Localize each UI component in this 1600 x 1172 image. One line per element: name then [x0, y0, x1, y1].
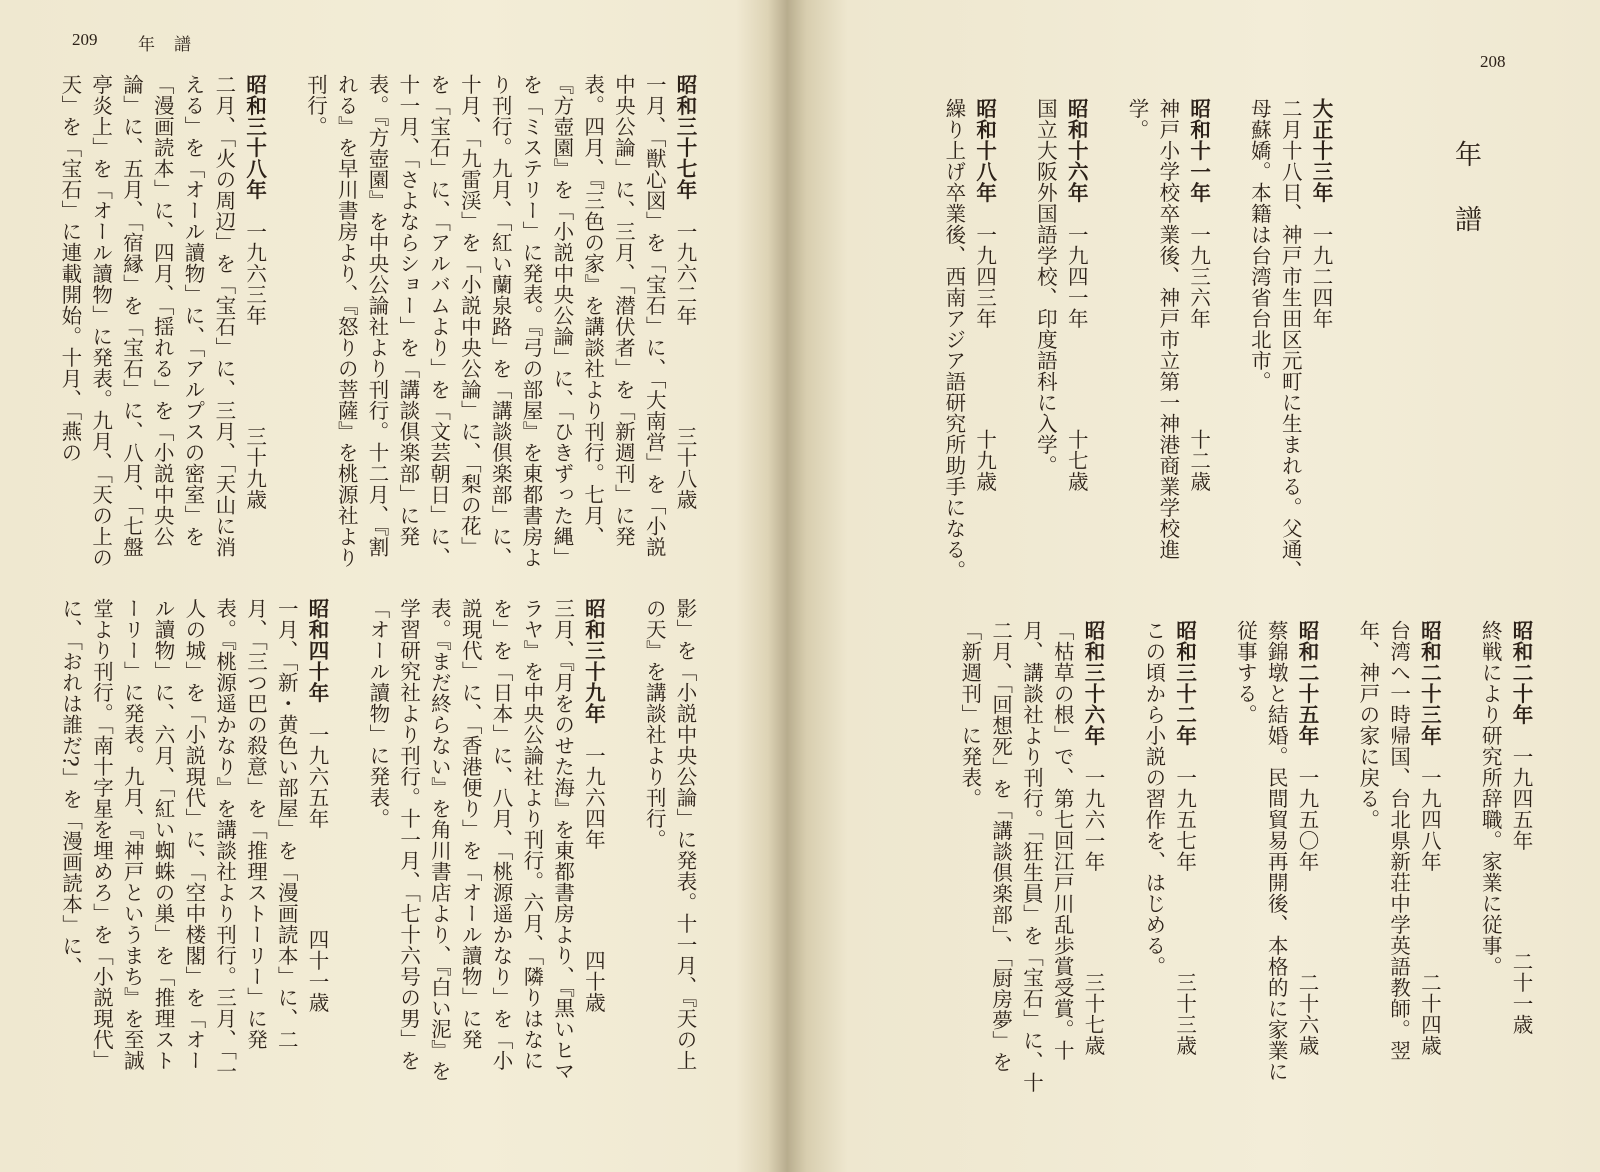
entry-heading: 昭和二十五年 一九五〇年二十六歳 [1295, 620, 1320, 1056]
entry-text: 終戦により研究所辞職。家業に従事。 [1478, 620, 1503, 977]
entry-heading: 昭和十一年 一九三六年十二歳 [1186, 98, 1211, 492]
entry-text: 蔡錦墩と結婚。民間貿易再開後、本格的に家業に従事する。 [1233, 620, 1289, 1082]
running-head: 年 譜 [138, 35, 192, 55]
entry-text: 二月十八日、神戸市生田区元町に生まれる。父通、母蘇嬌。本籍は台湾省台北市。 [1247, 98, 1303, 581]
entry-text: 一月、「獣心図」を「宝石」に、「大南営」を「小説中央公論」に、三月、「潜伏者」を「新週刊」に発表。四月、『三色の家』を講談社より刊行。七月、『方壺園』を「小説中央公論」に、「ひきずった縄」を「ミステリー」に発表。『弓の部屋』を東都書房より刊行。九月、「紅い蘭泉路」を「講談倶楽部」に、十月、「九雷渓」を「小説中央公論」に、「梨の花」を「宝石」に、「アルバムより」を「文芸朝日」に、十一月、「さよならショー」を「講談倶楽部」に発表。『方壺園』を中央公論社より刊行。十二月、『割れる』を早川書房より、『怒りの菩薩』を桃源社より刊行。 [303, 74, 667, 568]
entry-text: 二月、「火の周辺」を「宝石」に、三月、「天山に消える」を「オール讀物」に、「アルプスの密室」を「漫画読本」に、四月、「揺れる」を「小説中央公論」に、五月、「宿縁」を「宝石」に、八月、「七盤亭炎上」を「オール讀物」に発表。九月、「天の上の天」を「宝石」に連載開始。十月、「燕の [57, 74, 236, 568]
top-block [40, 74, 700, 574]
entry-text: 一月、「新・黄色い部屋」を「漫画読本」に、二月、「三つ巴の殺意」を「推理ストーリー」に発表。『桃源遥かなり』を講談社より刊行。三月、「一人の城」を「小説現代」に、「空中楼閣」を「オール讀物」に、六月、「紅い蜘蛛の巣」を「推理ストーリー」に発表。九月、『神戸というまち』を至誠堂より刊行。「南十字星を埋めろ」を「小説現代」に、「おれは誰だ?」を「漫画読本」に、 [58, 598, 299, 1082]
entry-heading: 昭和三十六年 一九六一年三十七歳 [1081, 620, 1106, 1056]
entry-heading: 昭和四十年 一九六五年四十一歳 [305, 598, 330, 1013]
entry-text: 影」を「小説中央公論」に発表。十一月、『天の上の天』を講談社より刊行。 [642, 598, 697, 1071]
entry-text: 台湾へ一時帰国、台北県新荘中学英語教師。翌年、神戸の家に戻る。 [1355, 620, 1411, 1061]
entry-text: 国立大阪外国語学校、印度語科に入学。 [1033, 98, 1058, 476]
page-number: 209 [72, 30, 98, 49]
right-page [796, 0, 1600, 1172]
entry-heading: 大正十三年 一九二四年 [1309, 98, 1333, 329]
entry-heading: 昭和十六年 一九四一年十七歳 [1064, 98, 1089, 492]
entry-heading: 昭和三十七年 一九六二年三十八歳 [673, 74, 697, 510]
bottom-block [936, 620, 1536, 1100]
bottom-block [40, 598, 700, 1088]
entry-text: 三月、『月をのせた海』を東都書房より、『黒いヒマラヤ』を中央公論社より刊行。六月、「隣りはなにを」を「日本」に、八月、「桃源遥かなり」を「小説現代」に、「香港便り」を「オール讀物」に発表。『まだ終らない』を角川書店より、『白い泥』を学習研究社より刊行。十一月、「七十六号の男」を「オール讀物」に発表。 [365, 598, 575, 1082]
entry-text: 繰り上げ卒業後、西南アジア語研究所助手になる。 [941, 98, 966, 581]
entry-text: 神戸小学校卒業後、神戸市立第一神港商業学校進学。 [1125, 98, 1180, 560]
entry-heading: 昭和三十九年 一九六四年四十歳 [581, 598, 606, 1013]
page-title: 年譜 [1450, 140, 1481, 270]
page-number: 208 [1480, 52, 1506, 71]
entry-heading: 昭和十八年 一九四三年十九歳 [972, 98, 997, 492]
entry-text: この頃から小説の習作を、はじめる。 [1141, 620, 1166, 977]
left-page [0, 0, 790, 1172]
top-block [936, 98, 1336, 598]
entry-text: 「枯草の根」で、第七回江戸川乱歩賞受賞。十月、講談社より刊行。「狂生員」を「宝石」に、十二月、「回想死」を「講談倶楽部」、「厨房夢」を「新週刊」に発表。 [957, 620, 1075, 1093]
entry-heading: 昭和二十年 一九四五年二十一歳 [1509, 620, 1533, 1035]
entry-heading: 昭和三十二年 一九五七年三十三歳 [1172, 620, 1197, 1056]
entry-heading: 昭和二十三年 一九四八年二十四歳 [1417, 620, 1442, 1056]
entry-heading: 昭和三十八年 一九六三年三十九歳 [242, 74, 267, 510]
